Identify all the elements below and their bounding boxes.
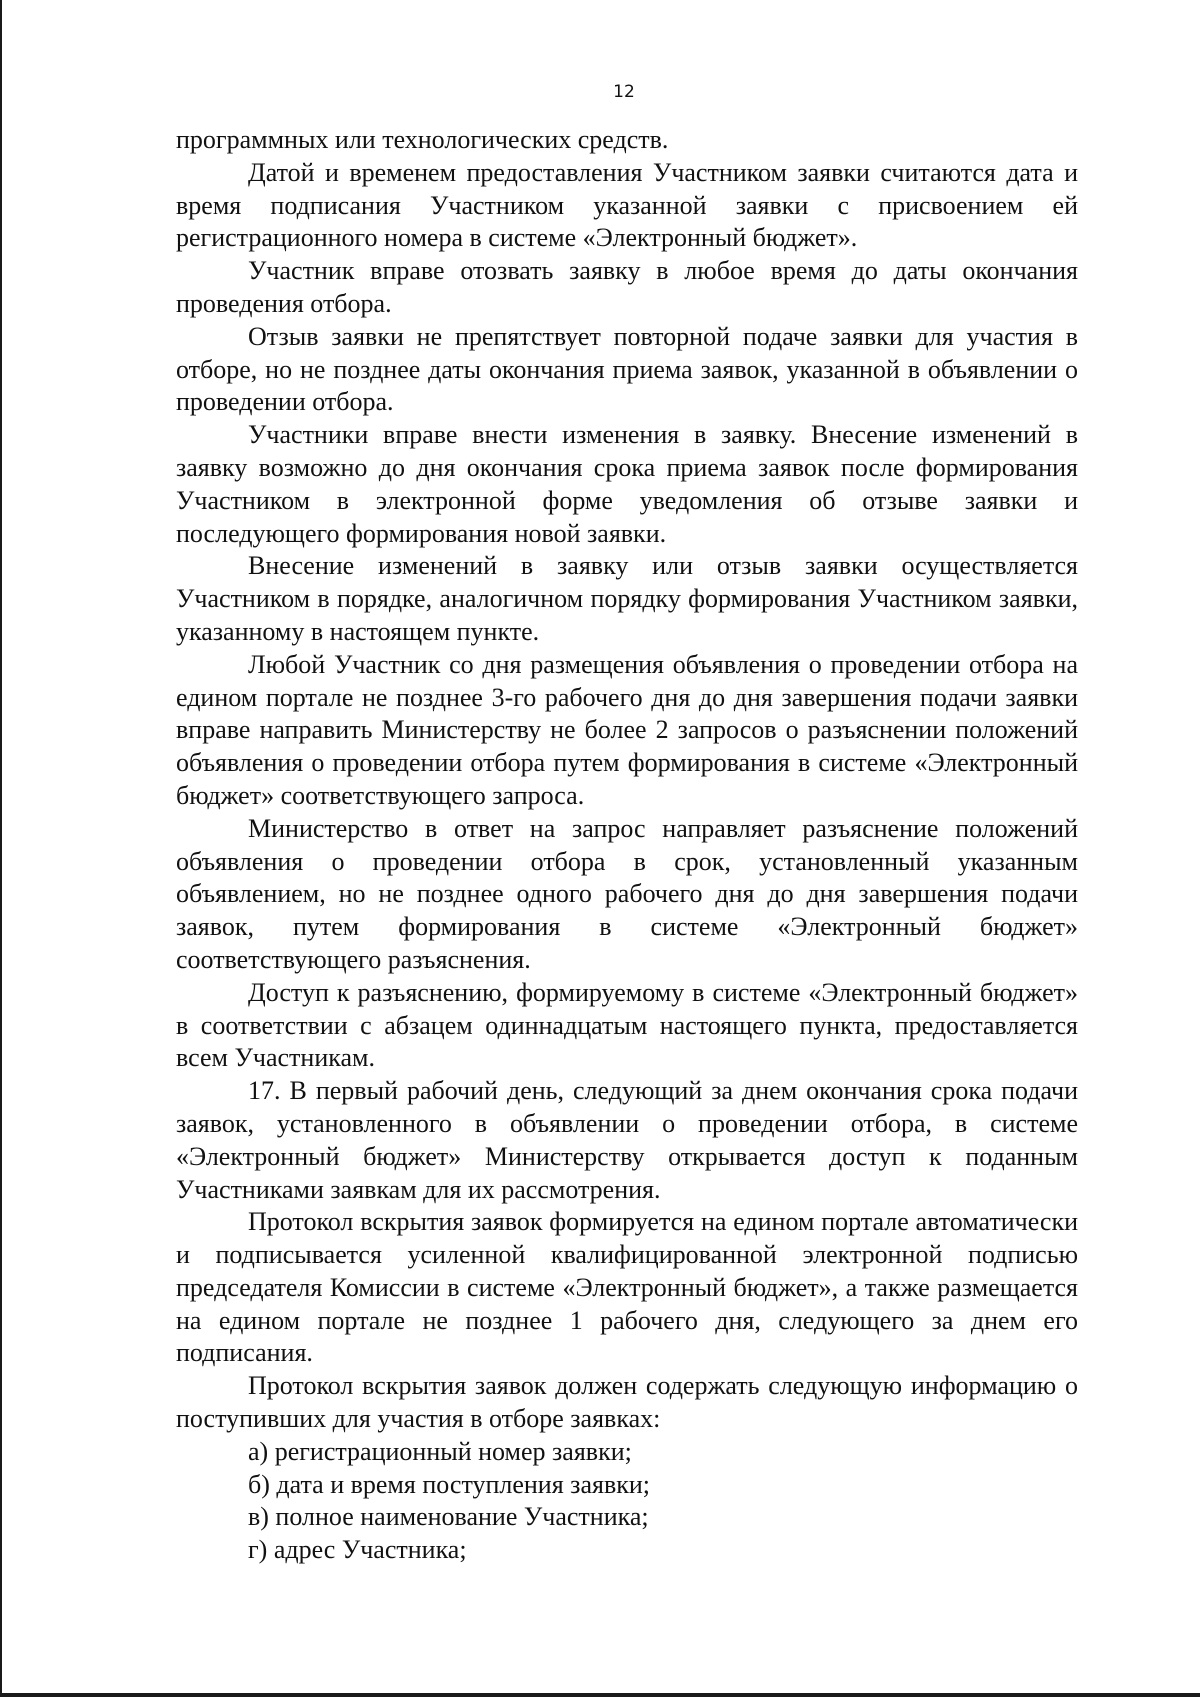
paragraph: Доступ к разъяснению, формируемому в системе «Электронный бюджет» в соответствии с абзацем одиннадцатым настоящего пункта, предоставляется всем Участникам. (176, 977, 1078, 1073)
paragraph: Любой Участник со дня размещения объявления о проведении отбора на едином портале не позднее 3-го рабочего дня до дня завершения подачи заявки вправе направить Министерству не более 2 запросов о разъяснении положений объявления о проведении отбора путем формирования в системе «Электронный бюджет» соответствующего запроса. (176, 649, 1078, 810)
paragraph: Отзыв заявки не препятствует повторной подаче заявки для участия в отборе, но не позднее даты окончания приема заявок, указанной в объявлении о проведении отбора. (176, 321, 1078, 417)
paragraph: Протокол вскрытия заявок должен содержать следующую информацию о поступивших для участия в отборе заявках: (176, 1371, 1078, 1434)
paragraph: Участник вправе отозвать заявку в любое время до даты окончания проведения отбора. (176, 256, 1078, 318)
paragraph: Протокол вскрытия заявок формируется на едином портале автоматически и подписывается усиленной квалифицированной электронной подписью председателя Комиссии в системе «Электронный бюджет», а также размещается на едином портале не позднее 1 рабочего дня, следующего за днем его подписания. (176, 1207, 1078, 1368)
list-item: б) дата и время поступления заявки; (248, 1469, 650, 1499)
paragraph: Внесение изменений в заявку или отзыв заявки осуществляется Участником в порядке, аналогичном порядку формирования Участником заявки, указанному в настоящем пункте. (176, 551, 1078, 646)
paragraph: программных или технологических средств. (176, 125, 669, 154)
document-body (176, 124, 1078, 1567)
paragraph: Участники вправе внести изменения в заявку. Внесение изменений в заявку возможно до дня окончания срока приема заявок после формирования Участником в электронной форме уведомления об отзыве заявки и последующего формирования новой заявки. (176, 420, 1078, 548)
scan-border-bottom (0, 1693, 1200, 1697)
scan-border-left (0, 0, 2, 1697)
list-item: г) адрес Участника; (248, 1535, 467, 1565)
paragraph: Датой и временем предоставления Участником заявки считаются дата и время подписания Участником указанной заявки с присвоением ей регистрационного номера в системе «Электронный бюджет». (176, 157, 1078, 253)
list-item: а) регистрационный номер заявки; (248, 1436, 632, 1466)
list-item: в) полное наименование Участника; (248, 1502, 649, 1532)
page-number: 12 (613, 82, 635, 102)
paragraph: Министерство в ответ на запрос направляет разъяснение положений объявления о проведении отбора в срок, установленный указанным объявлением, но не позднее одного рабочего дня до дня завершения подачи заявок, путем формирования в системе «Электронный бюджет» соответствующего разъяснения. (176, 813, 1078, 974)
section-17-paragraph: 17. В первый рабочий день, следующий за днем окончания срока подачи заявок, установленного в объявлении о проведении отбора, в системе «Электронный бюджет» Министерству открывается доступ к поданным Участниками заявкам для их рассмотрения. (176, 1076, 1078, 1204)
